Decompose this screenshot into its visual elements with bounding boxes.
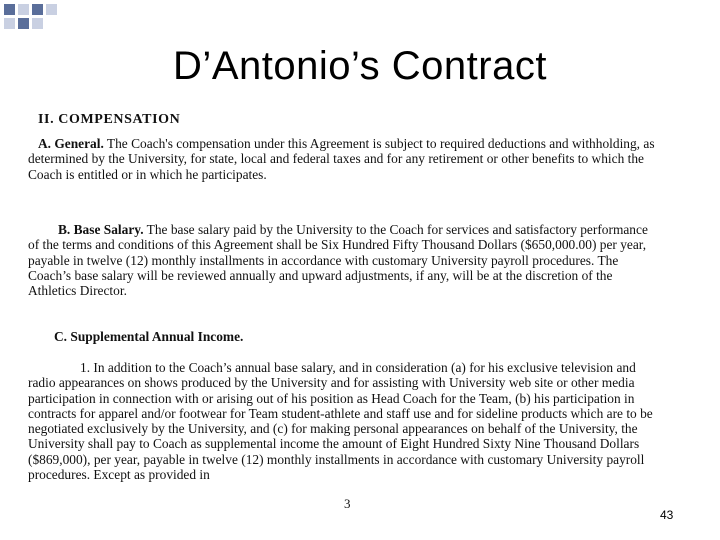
base-salary-label: B. Base Salary.	[58, 222, 144, 237]
supplemental-heading: C. Supplemental Annual Income.	[54, 329, 244, 344]
general-paragraph	[28, 136, 660, 182]
square	[18, 18, 29, 29]
square	[32, 4, 43, 15]
square	[32, 18, 43, 29]
square	[4, 18, 15, 29]
general-text: The Coach's compensation under this Agreement is subject to required deductions and withholding, as determined by the University, for state, local and federal taxes and for any retirement or other benefits to which the Coach is entitled or in which he participates.	[28, 136, 655, 182]
square	[4, 4, 15, 15]
supplemental-paragraph: 1. In addition to the Coach’s annual base salary, and in consideration (a) for his exclusive television and radio appearances on shows produced by the University and for assisting with University web site or other media participation in connection with or arising out of his position as Head Coach for the Team, (b) his participation in contracts for apparel and/or footwear for Team student-athlete and staff use and for sideline products which are to be negotiated exclusively by the University, and (c) for making personal appearances on behalf of the University, the University shall pay to Coach as supplemental income the amount of Eight Hundred Sixty Nine Thousand Dollars ($869,000), per year, payable in twelve (12) monthly installments in accordance with customary University payroll procedures. Except as provided in	[28, 360, 653, 483]
square	[18, 4, 29, 15]
general-label: A. General.	[38, 136, 104, 151]
base-salary-text: The base salary paid by the University to the Coach for services and satisfactory performance of the terms and conditions of this Agreement shall be Six Hundred Fifty Thousand Dollars ($650,000.00) per year, payable in twelve (12) monthly installments in accordance with customary University payroll procedures. The Coach’s base salary will be reviewed annually and upward adjustments, if any, will be at the discretion of the Athletics Director.	[28, 222, 648, 299]
section-heading: II. COMPENSATION	[38, 112, 181, 127]
decorative-squares	[0, 0, 80, 32]
square	[46, 4, 57, 15]
document-page-number: 3	[344, 496, 351, 511]
base-salary-paragraph	[28, 222, 660, 298]
slide-title: D’Antonio’s Contract	[173, 44, 547, 88]
slide-number: 43	[660, 508, 674, 522]
